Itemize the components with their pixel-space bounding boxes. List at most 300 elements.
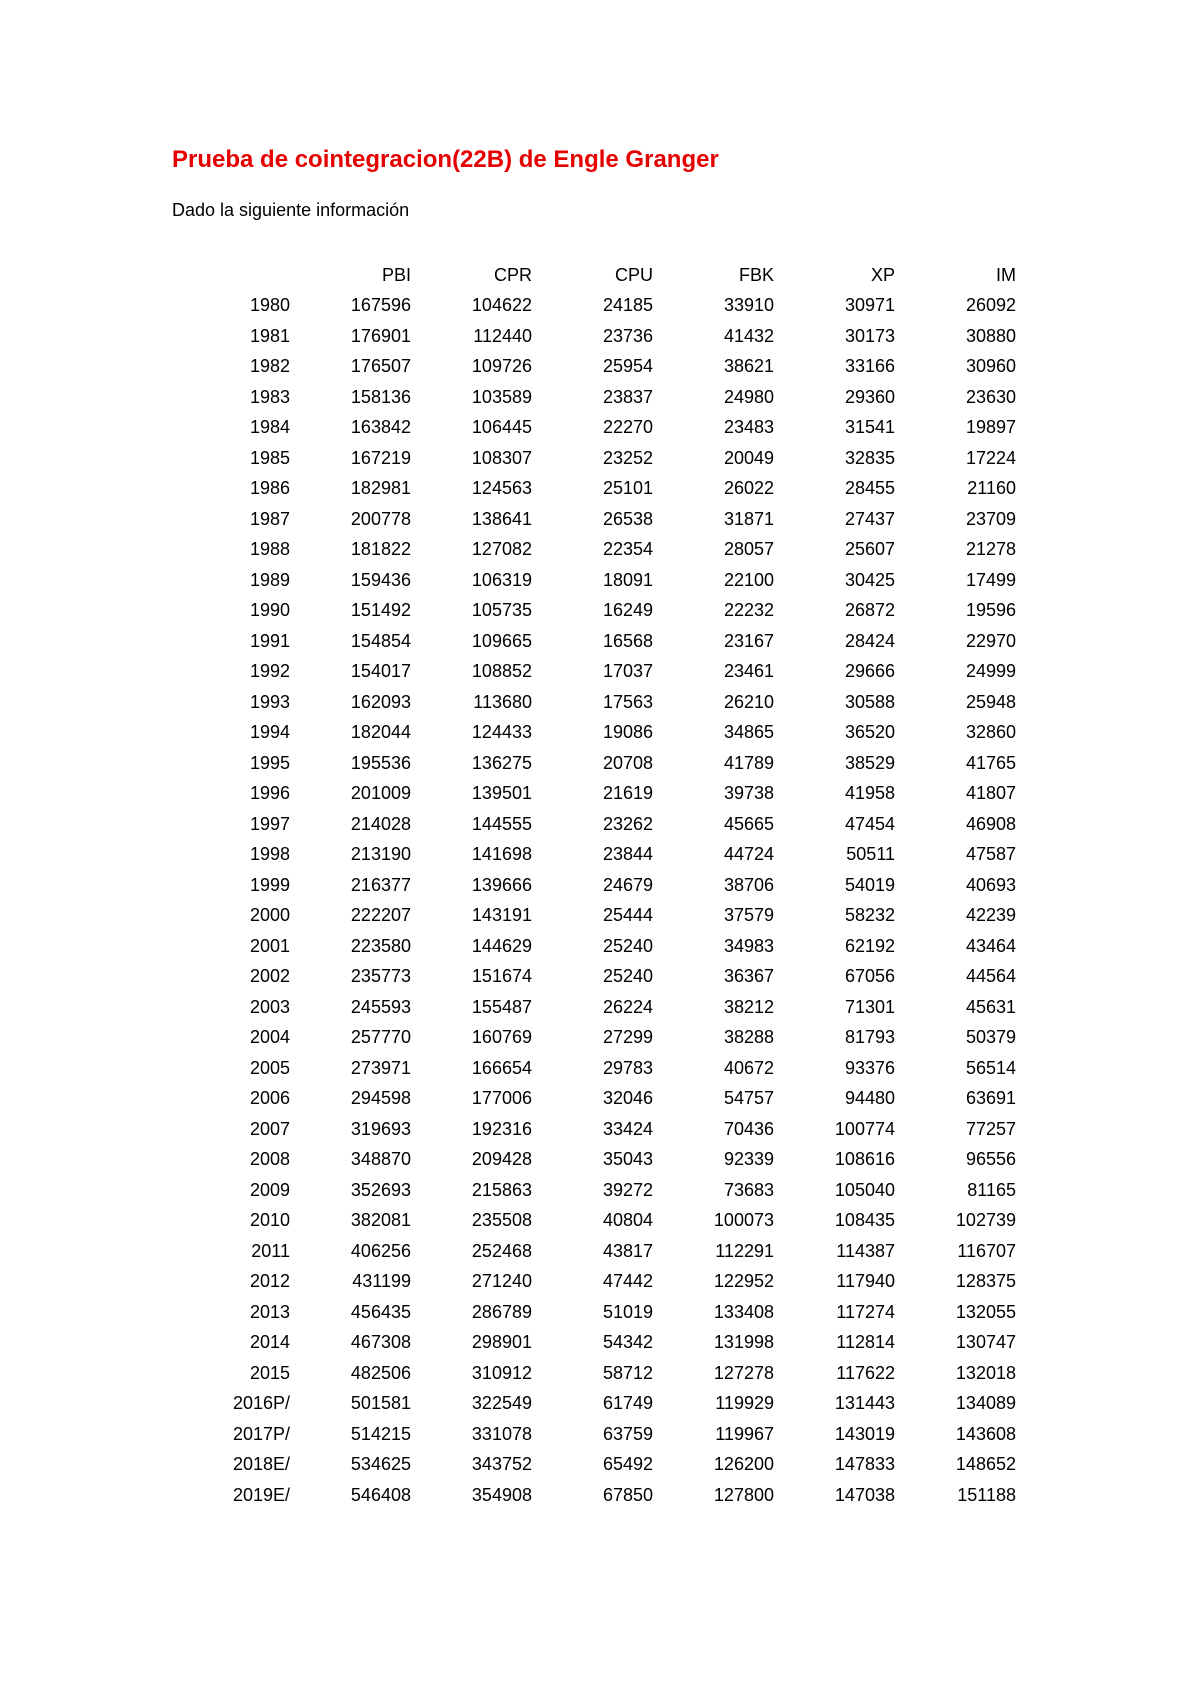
value-cell: 26538 [602, 508, 653, 529]
table-row [172, 291, 1016, 322]
value-cell: 166654 [471, 1057, 532, 1078]
value-cell: 182981 [350, 478, 411, 499]
value-cell: 70436 [723, 1118, 774, 1139]
year-cell: 2018E/ [232, 1454, 290, 1475]
value-cell: 21278 [965, 539, 1016, 560]
value-cell: 17224 [965, 447, 1016, 468]
value-cell: 30960 [965, 356, 1016, 377]
value-cell: 134089 [955, 1393, 1016, 1414]
value-cell: 109665 [471, 630, 532, 651]
value-cell: 23736 [602, 325, 653, 346]
value-cell: 348870 [350, 1149, 411, 1170]
value-cell: 25607 [844, 539, 895, 560]
value-cell: 108435 [834, 1210, 895, 1231]
value-cell: 162093 [350, 691, 411, 712]
year-cell: 1993 [249, 691, 290, 712]
header-cell-im: IM [996, 264, 1016, 285]
value-cell: 117622 [836, 1362, 895, 1383]
value-cell: 94480 [844, 1088, 895, 1109]
value-cell: 215863 [471, 1179, 532, 1200]
value-cell: 23709 [965, 508, 1016, 529]
value-cell: 22270 [602, 417, 653, 438]
year-cell: 2000 [249, 905, 290, 926]
value-cell: 138641 [471, 508, 532, 529]
value-cell: 38288 [723, 1027, 774, 1048]
value-cell: 245593 [350, 996, 411, 1017]
value-cell: 41789 [723, 752, 774, 773]
value-cell: 62192 [844, 935, 895, 956]
value-cell: 158136 [350, 386, 411, 407]
value-cell: 106319 [471, 569, 532, 590]
value-cell: 24999 [965, 661, 1016, 682]
value-cell: 35043 [602, 1149, 653, 1170]
table-row [172, 962, 1016, 993]
value-cell: 112291 [715, 1240, 774, 1261]
value-cell: 119967 [715, 1423, 774, 1444]
value-cell: 273971 [350, 1057, 411, 1078]
value-cell: 310912 [471, 1362, 532, 1383]
table-row [172, 1236, 1016, 1267]
table-row [172, 809, 1016, 840]
value-cell: 38621 [723, 356, 774, 377]
table-row [172, 1297, 1016, 1328]
value-cell: 154854 [350, 630, 411, 651]
value-cell: 23837 [602, 386, 653, 407]
value-cell: 151188 [957, 1484, 1016, 1505]
value-cell: 514215 [350, 1423, 411, 1444]
value-cell: 112814 [836, 1332, 895, 1353]
value-cell: 27299 [602, 1027, 653, 1048]
value-cell: 127800 [713, 1484, 774, 1505]
value-cell: 124433 [471, 722, 532, 743]
value-cell: 201009 [350, 783, 411, 804]
table-body [172, 291, 1016, 1511]
value-cell: 30425 [844, 569, 895, 590]
value-cell: 73683 [723, 1179, 774, 1200]
value-cell: 271240 [471, 1271, 532, 1292]
value-cell: 47454 [844, 813, 895, 834]
value-cell: 41807 [965, 783, 1016, 804]
value-cell: 160769 [471, 1027, 532, 1048]
year-cell: 2008 [249, 1149, 290, 1170]
value-cell: 209428 [471, 1149, 532, 1170]
year-cell: 1999 [249, 874, 290, 895]
value-cell: 29783 [602, 1057, 653, 1078]
table-row [172, 535, 1016, 566]
value-cell: 33166 [844, 356, 895, 377]
value-cell: 58232 [844, 905, 895, 926]
value-cell: 176901 [350, 325, 411, 346]
value-cell: 192316 [471, 1118, 532, 1139]
table-row [172, 565, 1016, 596]
value-cell: 24679 [602, 874, 653, 895]
year-cell: 1996 [249, 783, 290, 804]
table-row [172, 870, 1016, 901]
table-row [172, 1450, 1016, 1481]
year-cell: 2007 [249, 1118, 290, 1139]
value-cell: 222207 [350, 905, 411, 926]
header-cell-pbi: PBI [381, 264, 411, 285]
value-cell: 29666 [844, 661, 895, 682]
year-cell: 2010 [249, 1210, 290, 1231]
year-cell: 1983 [249, 386, 290, 407]
value-cell: 182044 [350, 722, 411, 743]
value-cell: 23483 [723, 417, 774, 438]
value-cell: 47587 [965, 844, 1016, 865]
year-cell: 2019E/ [232, 1484, 290, 1505]
value-cell: 151492 [350, 600, 411, 621]
year-cell: 1987 [249, 508, 290, 529]
table-row [172, 1267, 1016, 1298]
value-cell: 17499 [965, 569, 1016, 590]
year-cell: 1986 [249, 478, 290, 499]
value-cell: 24980 [723, 386, 774, 407]
value-cell: 216377 [350, 874, 411, 895]
value-cell: 139501 [471, 783, 532, 804]
value-cell: 382081 [350, 1210, 411, 1231]
value-cell: 116707 [957, 1240, 1016, 1261]
year-cell: 1989 [249, 569, 290, 590]
value-cell: 21160 [967, 478, 1016, 499]
value-cell: 23252 [602, 447, 653, 468]
table-row [172, 626, 1016, 657]
value-cell: 39738 [723, 783, 774, 804]
value-cell: 155487 [471, 996, 532, 1017]
value-cell: 28057 [723, 539, 774, 560]
value-cell: 47442 [602, 1271, 653, 1292]
value-cell: 43464 [965, 935, 1016, 956]
value-cell: 25954 [602, 356, 653, 377]
value-cell: 36520 [844, 722, 895, 743]
value-cell: 147833 [834, 1454, 895, 1475]
year-cell: 2015 [249, 1362, 290, 1383]
header-cell-xp: XP [870, 264, 895, 285]
value-cell: 23844 [602, 844, 653, 865]
value-cell: 41765 [965, 752, 1016, 773]
value-cell: 213190 [350, 844, 411, 865]
value-cell: 77257 [965, 1118, 1016, 1139]
table-row [172, 382, 1016, 413]
value-cell: 25101 [602, 478, 653, 499]
value-cell: 65492 [602, 1454, 653, 1475]
value-cell: 141698 [471, 844, 532, 865]
value-cell: 501581 [350, 1393, 411, 1414]
table-row [172, 1480, 1016, 1511]
value-cell: 122952 [713, 1271, 774, 1292]
value-cell: 143019 [834, 1423, 895, 1444]
year-cell: 2009 [249, 1179, 290, 1200]
value-cell: 108852 [471, 661, 532, 682]
value-cell: 132055 [955, 1301, 1016, 1322]
value-cell: 235773 [350, 966, 411, 987]
value-cell: 143191 [471, 905, 532, 926]
value-cell: 167596 [350, 295, 411, 316]
value-cell: 30173 [844, 325, 895, 346]
table-row [172, 901, 1016, 932]
value-cell: 163842 [350, 417, 411, 438]
value-cell: 51019 [602, 1301, 653, 1322]
table-row [172, 321, 1016, 352]
value-cell: 319693 [350, 1118, 411, 1139]
header-cell-year [172, 260, 290, 291]
value-cell: 41958 [844, 783, 895, 804]
year-cell: 2017P/ [232, 1423, 290, 1444]
value-cell: 406256 [350, 1240, 411, 1261]
value-cell: 45631 [965, 996, 1016, 1017]
value-cell: 294598 [350, 1088, 411, 1109]
year-cell: 2005 [249, 1057, 290, 1078]
value-cell: 252468 [471, 1240, 532, 1261]
value-cell: 33910 [723, 295, 774, 316]
value-cell: 114387 [836, 1240, 895, 1261]
value-cell: 71301 [844, 996, 895, 1017]
value-cell: 143608 [955, 1423, 1016, 1444]
value-cell: 37579 [723, 905, 774, 926]
value-cell: 67850 [602, 1484, 653, 1505]
value-cell: 34865 [723, 722, 774, 743]
value-cell: 23461 [723, 661, 774, 682]
document-title: Prueba de cointegracion(22B) de Engle Granger [172, 146, 719, 173]
value-cell: 131443 [834, 1393, 895, 1414]
table-row [172, 443, 1016, 474]
table-row [172, 413, 1016, 444]
value-cell: 63691 [965, 1088, 1016, 1109]
year-cell: 2013 [249, 1301, 290, 1322]
value-cell: 30588 [844, 691, 895, 712]
value-cell: 24185 [602, 295, 653, 316]
value-cell: 105735 [471, 600, 532, 621]
value-cell: 39272 [602, 1179, 653, 1200]
value-cell: 17563 [602, 691, 653, 712]
value-cell: 108616 [834, 1149, 895, 1170]
year-cell: 1997 [249, 813, 290, 834]
value-cell: 223580 [350, 935, 411, 956]
value-cell: 128375 [955, 1271, 1016, 1292]
table-row [172, 748, 1016, 779]
value-cell: 23630 [965, 386, 1016, 407]
header-row [172, 260, 1016, 291]
value-cell: 119929 [715, 1393, 774, 1414]
value-cell: 30971 [844, 295, 895, 316]
value-cell: 195536 [350, 752, 411, 773]
value-cell: 22970 [965, 630, 1016, 651]
table-row [172, 992, 1016, 1023]
table-row [172, 1206, 1016, 1237]
value-cell: 26092 [965, 295, 1016, 316]
value-cell: 58712 [602, 1362, 653, 1383]
table-row [172, 657, 1016, 688]
table-row [172, 1053, 1016, 1084]
value-cell: 148652 [955, 1454, 1016, 1475]
value-cell: 106445 [471, 417, 532, 438]
year-cell: 1991 [249, 630, 290, 651]
value-cell: 117274 [836, 1301, 895, 1322]
value-cell: 56514 [965, 1057, 1016, 1078]
year-cell: 2001 [249, 935, 290, 956]
value-cell: 108307 [471, 447, 532, 468]
value-cell: 19596 [965, 600, 1016, 621]
table-row [172, 840, 1016, 871]
value-cell: 23167 [723, 630, 774, 651]
value-cell: 22354 [602, 539, 653, 560]
value-cell: 109726 [471, 356, 532, 377]
value-cell: 176507 [350, 356, 411, 377]
value-cell: 102739 [955, 1210, 1016, 1231]
value-cell: 20708 [602, 752, 653, 773]
value-cell: 100774 [834, 1118, 895, 1139]
value-cell: 43817 [602, 1240, 653, 1261]
value-cell: 104622 [471, 295, 532, 316]
year-cell: 1998 [249, 844, 290, 865]
value-cell: 26224 [602, 996, 653, 1017]
value-cell: 54757 [723, 1088, 774, 1109]
value-cell: 96556 [965, 1149, 1016, 1170]
year-cell: 2014 [249, 1332, 290, 1353]
value-cell: 25240 [602, 966, 653, 987]
value-cell: 44724 [723, 844, 774, 865]
value-cell: 112440 [473, 325, 532, 346]
year-cell: 1994 [249, 722, 290, 743]
table-row [172, 779, 1016, 810]
value-cell: 42239 [965, 905, 1016, 926]
value-cell: 92339 [723, 1149, 774, 1170]
table-row [172, 1145, 1016, 1176]
value-cell: 25444 [602, 905, 653, 926]
table-row [172, 1328, 1016, 1359]
value-cell: 81165 [967, 1179, 1016, 1200]
value-cell: 16249 [602, 600, 653, 621]
table-row [172, 1175, 1016, 1206]
value-cell: 131998 [713, 1332, 774, 1353]
value-cell: 38706 [723, 874, 774, 895]
value-cell: 117940 [836, 1271, 895, 1292]
intro-text: Dado la siguiente información [172, 200, 410, 220]
table-row [172, 1389, 1016, 1420]
value-cell: 132018 [955, 1362, 1016, 1383]
value-cell: 127278 [713, 1362, 774, 1383]
value-cell: 33424 [602, 1118, 653, 1139]
table-row [172, 352, 1016, 383]
header-cell-fbk: FBK [738, 264, 774, 285]
value-cell: 26872 [844, 600, 895, 621]
value-cell: 154017 [350, 661, 411, 682]
value-cell: 38529 [844, 752, 895, 773]
value-cell: 19897 [965, 417, 1016, 438]
value-cell: 200778 [350, 508, 411, 529]
value-cell: 26022 [723, 478, 774, 499]
value-cell: 456435 [350, 1301, 411, 1322]
table-header [172, 260, 1016, 291]
value-cell: 32860 [965, 722, 1016, 743]
value-cell: 103589 [471, 386, 532, 407]
value-cell: 31541 [844, 417, 895, 438]
value-cell: 18091 [602, 569, 653, 590]
value-cell: 31871 [723, 508, 774, 529]
table-row [172, 687, 1016, 718]
year-cell: 2004 [249, 1027, 290, 1048]
table-row [172, 931, 1016, 962]
value-cell: 354908 [471, 1484, 532, 1505]
header-cell-cpu: CPU [614, 264, 653, 285]
value-cell: 26210 [723, 691, 774, 712]
value-cell: 40693 [965, 874, 1016, 895]
table-row [172, 1023, 1016, 1054]
value-cell: 28424 [844, 630, 895, 651]
value-cell: 352693 [350, 1179, 411, 1200]
value-cell: 50511 [846, 844, 895, 865]
table-row [172, 504, 1016, 535]
value-cell: 167219 [350, 447, 411, 468]
year-cell: 2006 [249, 1088, 290, 1109]
value-cell: 20049 [723, 447, 774, 468]
value-cell: 28455 [844, 478, 895, 499]
value-cell: 19086 [602, 722, 653, 743]
table-row [172, 596, 1016, 627]
year-cell: 1990 [249, 600, 290, 621]
value-cell: 44564 [965, 966, 1016, 987]
table-row [172, 1114, 1016, 1145]
value-cell: 54342 [602, 1332, 653, 1353]
value-cell: 181822 [350, 539, 411, 560]
value-cell: 46908 [965, 813, 1016, 834]
value-cell: 21619 [602, 783, 653, 804]
value-cell: 298901 [471, 1332, 532, 1353]
table-row [172, 1358, 1016, 1389]
value-cell: 29360 [844, 386, 895, 407]
year-cell: 1980 [249, 295, 290, 316]
value-cell: 124563 [471, 478, 532, 499]
value-cell: 322549 [471, 1393, 532, 1414]
year-cell: 2002 [249, 966, 290, 987]
value-cell: 133408 [713, 1301, 774, 1322]
table-row [172, 1084, 1016, 1115]
value-cell: 139666 [471, 874, 532, 895]
value-cell: 467308 [350, 1332, 411, 1353]
value-cell: 257770 [350, 1027, 411, 1048]
year-cell: 2016P/ [232, 1393, 290, 1414]
value-cell: 235508 [471, 1210, 532, 1231]
value-cell: 23262 [602, 813, 653, 834]
value-cell: 16568 [602, 630, 653, 651]
value-cell: 147038 [834, 1484, 895, 1505]
value-cell: 27437 [844, 508, 895, 529]
value-cell: 177006 [471, 1088, 532, 1109]
value-cell: 22232 [723, 600, 774, 621]
table-row [172, 718, 1016, 749]
value-cell: 40672 [723, 1057, 774, 1078]
value-cell: 61749 [602, 1393, 653, 1414]
value-cell: 41432 [723, 325, 774, 346]
value-cell: 17037 [602, 661, 653, 682]
year-cell: 1992 [249, 661, 290, 682]
value-cell: 126200 [713, 1454, 774, 1475]
value-cell: 100073 [713, 1210, 774, 1231]
value-cell: 32835 [844, 447, 895, 468]
year-cell: 1981 [249, 325, 290, 346]
value-cell: 34983 [723, 935, 774, 956]
table-row [172, 474, 1016, 505]
value-cell: 36367 [723, 966, 774, 987]
value-cell: 67056 [844, 966, 895, 987]
value-cell: 431199 [352, 1271, 411, 1292]
value-cell: 81793 [844, 1027, 895, 1048]
year-cell: 2011 [251, 1240, 290, 1261]
value-cell: 534625 [350, 1454, 411, 1475]
value-cell: 482506 [350, 1362, 411, 1383]
value-cell: 136275 [471, 752, 532, 773]
year-cell: 1985 [249, 447, 290, 468]
value-cell: 144629 [471, 935, 532, 956]
